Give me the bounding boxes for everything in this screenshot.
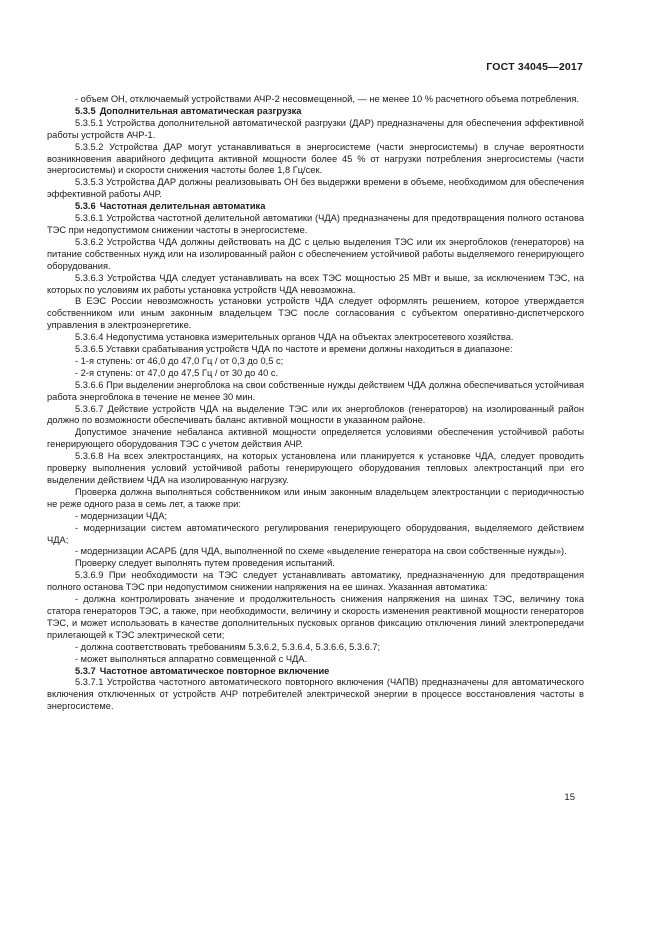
- body-paragraph: 5.3.7.1 Устройства частотного автоматического повторного включения (ЧАПВ) предназначены для автоматического включения отключенных от устройств АЧР потребителей электрической энергии в процессе восстановления частоты в энергосистеме.: [47, 677, 584, 712]
- section-heading: [47, 106, 584, 118]
- body-paragraph: - должна контролировать значение и продолжительность снижения напряжения на шинах ТЭС, величину тока статора генераторов ТЭС, а также, при необходимости, величину и скорость изменения реактивной мощности генераторов ТЭС, и может использовать в качестве дополнительных пусковых органов фиксацию отключения линий электропередачи прилегающей к ТЭС электрической сети;: [47, 594, 584, 640]
- section-title: Частотное автоматическое повторное включение: [99, 665, 330, 676]
- body-paragraph: - должна соответствовать требованиям 5.3.6.2, 5.3.6.4, 5.3.6.6, 5.3.6.7;: [75, 641, 381, 652]
- section-title: Дополнительная автоматическая разгрузка: [99, 105, 302, 116]
- body-paragraph: 5.3.6.6 При выделении энергоблока на свои собственные нужды действием ЧДА должна обеспечиваться устойчивая работа энергоблока в течение не менее 30 мин.: [47, 379, 584, 402]
- document-code-header: ГОСТ 34045—2017: [486, 61, 583, 73]
- section-number: 5.3.7: [75, 665, 96, 676]
- section-heading: [47, 666, 584, 678]
- page-number: 15: [564, 792, 575, 803]
- body-paragraph: 5.3.6.5 Уставки срабатывания устройств ЧДА по частоте и времени должны находиться в диапазоне:: [75, 344, 513, 355]
- body-paragraph: 5.3.5.1 Устройства дополнительной автоматической разгрузки (ДАР) предназначены для обеспечения эффективной работы устройств АЧР-1.: [47, 117, 584, 140]
- body-paragraph: Допустимое значение небаланса активной мощности определяется условиями обеспечения устойчивой работы генерирующего оборудования ТЭС с учетом действия АЧР.: [47, 427, 584, 450]
- body-paragraph: - модернизации ЧДА;: [75, 510, 168, 521]
- body-paragraph: 5.3.6.9 При необходимости на ТЭС следует устанавливать автоматику, предназначенную для предотвращения полного останова ТЭС при недопустимом снижении напряжения на ее шинах. Указанная автоматика:: [47, 570, 584, 593]
- document-body: [47, 94, 584, 713]
- body-paragraph: В ЕЭС России невозможность установки устройств ЧДА следует оформлять решением, которое утверждается собственником или иным законным владельцем ТЭС после согласования с субъектом оперативно-диспетчерского управления в электроэнергетике.: [47, 296, 584, 331]
- body-paragraph: - объем ОН, отключаемый устройствами АЧР-2 несовмещенной, — не менее 10 % расчетного объема потребления.: [75, 94, 579, 104]
- body-paragraph: 5.3.5.2 Устройства ДАР могут устанавливаться в энергосистеме (части энергосистемы) в случае вероятности возникновения аварийного дефицита активной мощности более 45 % от нагрузки потребления энергосистемы (части энергосистемы) и скорости снижения частоты более 1,8 Гц/сек.: [47, 141, 584, 176]
- body-paragraph: 5.3.6.1 Устройства частотной делительной автоматики (ЧДА) предназначены для предотвращения полного останова ТЭС при недопустимом снижении частоты в энергосистеме.: [47, 213, 584, 235]
- body-paragraph: 5.3.6.8 На всех электростанциях, на которых установлена или планируется к установке ЧДА, следует проводить проверку выполнения условий устойчивой работы генерирующего оборудования тепловых электростанций при его выделении действием ЧДА на изолированную нагрузку.: [47, 451, 584, 485]
- body-paragraph: - модернизации АСАРБ (для ЧДА, выполненной по схеме «выделение генератора на свои собственные нужды»).: [75, 546, 567, 557]
- body-paragraph: - модернизации систем автоматического регулирования генерирующего оборудования, выделяемого действием ЧДА;: [47, 522, 584, 545]
- section-number: 5.3.6: [75, 201, 96, 212]
- body-paragraph: - 2-я ступень: от 47,0 до 47,5 Гц / от 30 до 40 с.: [75, 367, 279, 378]
- body-paragraph: Проверка должна выполняться собственником или иным законным владельцем электростанции с периодичностью не реже одного раза в семь лет, а также при:: [47, 486, 584, 509]
- body-paragraph: - может выполняться аппаратно совмещенной с ЧДА.: [75, 653, 308, 664]
- body-paragraph: 5.3.6.3 Устройства ЧДА следует устанавливать на всех ТЭС мощностью 25 МВт и выше, за исключением ТЭС, на которых по условиям их работы установка устройств ЧДА невозможна.: [47, 272, 584, 295]
- body-paragraph: 5.3.6.7 Действие устройств ЧДА на выделение ТЭС или их энергоблоков (генераторов) на изолированный район должно по возможности обеспечивать баланс активной мощности в указанном районе.: [47, 403, 584, 426]
- body-paragraph: 5.3.6.4 Недопустима установка измерительных органов ЧДА на объектах электросетевого хозяйства.: [75, 332, 514, 343]
- body-paragraph: Проверку следует выполнять путем проведения испытаний.: [75, 558, 335, 569]
- section-title: Частотная делительная автоматика: [99, 201, 266, 212]
- body-paragraph: - 1-я ступень: от 46,0 до 47,0 Гц / от 0,3 до 0,5 с;: [75, 355, 284, 366]
- body-paragraph: 5.3.6.2 Устройства ЧДА должны действовать на ДС с целью выделения ТЭС или их энергоблоков (генераторов) на питание собственных нужд или на изолированный район с обеспечением устойчивой работы выделяемого генерирующего оборудования.: [47, 236, 584, 271]
- section-heading: [47, 201, 584, 213]
- body-paragraph: 5.3.5.3 Устройства ДАР должны реализовывать ОН без выдержки времени в объеме, необходимом для обеспечения эффективной работы АЧР.: [47, 177, 584, 200]
- section-number: 5.3.5: [75, 105, 96, 116]
